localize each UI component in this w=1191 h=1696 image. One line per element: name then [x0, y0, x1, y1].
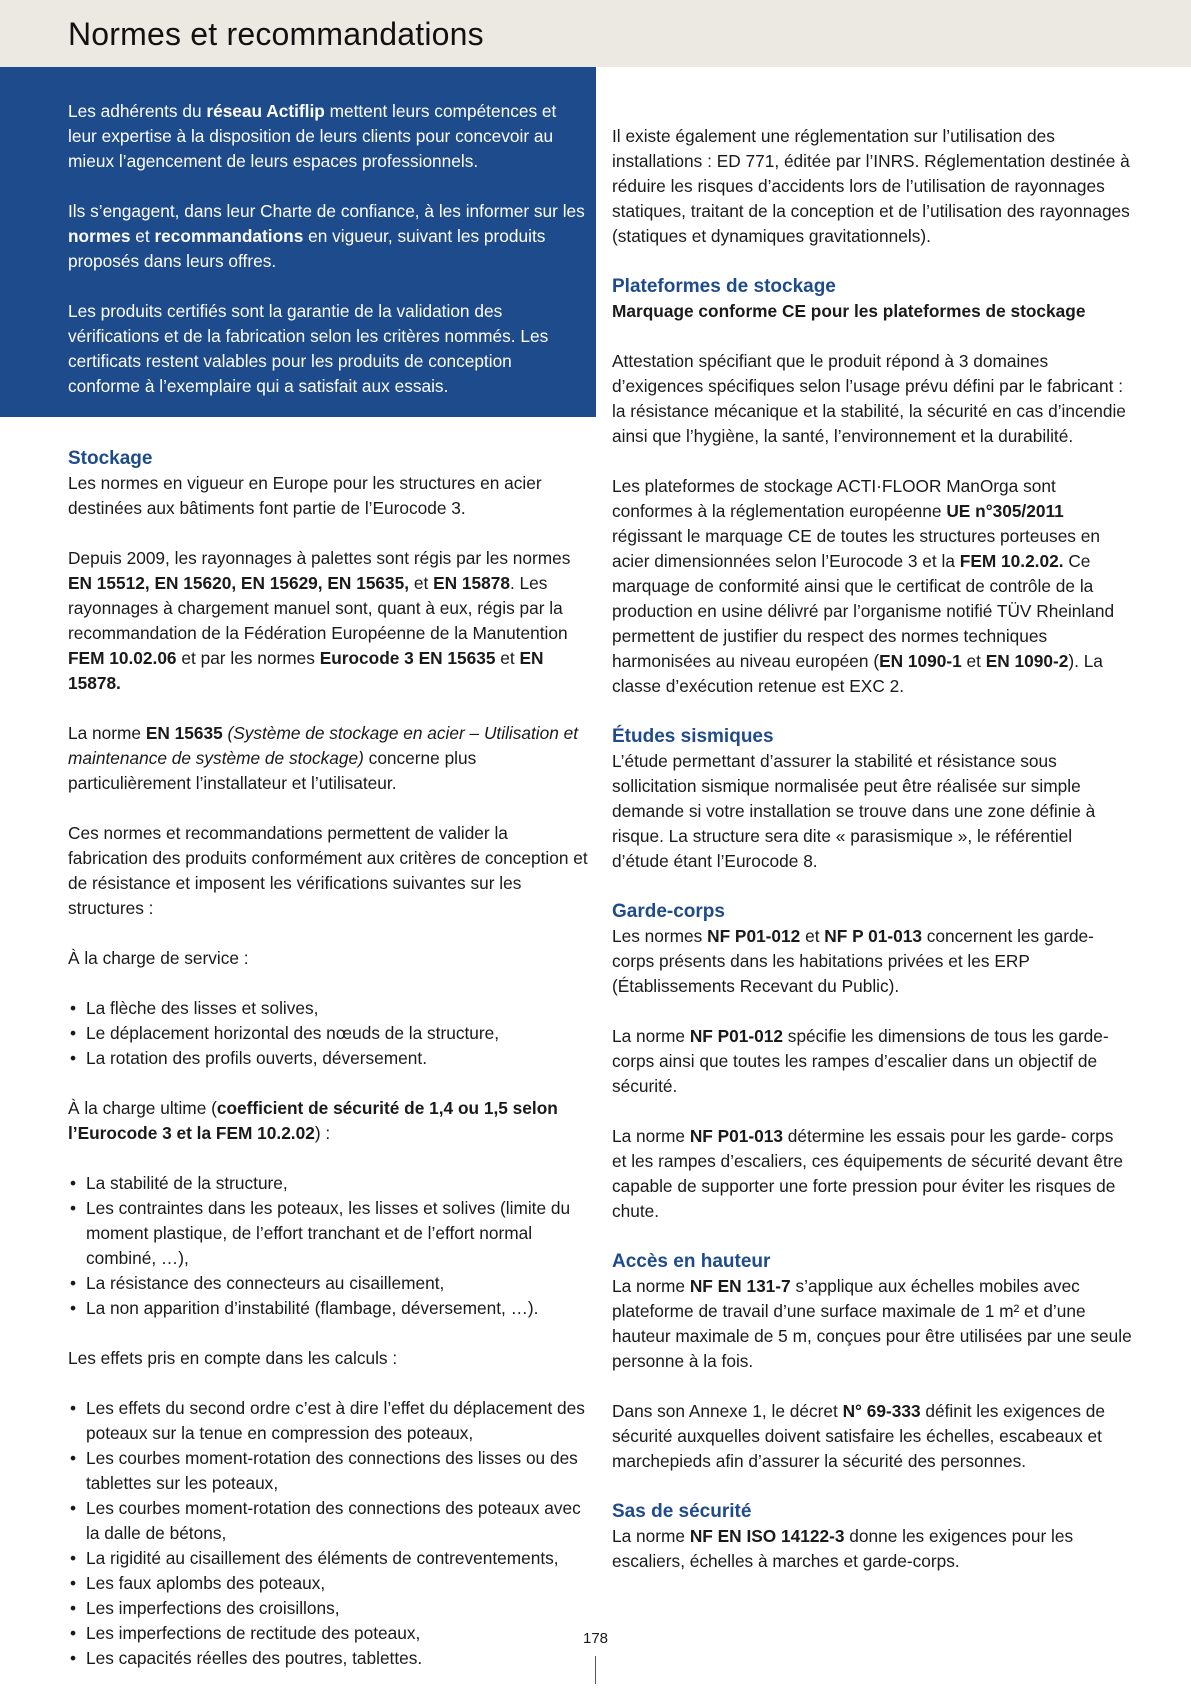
- charge-service-list: [68, 996, 588, 1071]
- gardecorps-paragraph-2: La norme NF P01-012 spécifie les dimensions de tous les garde-corps ainsi que toutes les rampes d’escalier dans un objectif de sécurité.: [612, 1026, 1109, 1096]
- section-heading-sas: Sas de sécurité: [612, 1501, 752, 1522]
- intro-box: [0, 67, 596, 417]
- stockage-paragraph-3: La norme EN 15635 (Système de stockage en acier – Utilisation et maintenance de système de stockage) concerne plus particulièrement l’installateur et l’utilisateur.: [68, 723, 579, 793]
- page-divider-tick: [595, 1656, 596, 1684]
- charge-ultime-list: [68, 1171, 588, 1321]
- effets-title: Les effets pris en compte dans les calculs :: [68, 1348, 398, 1368]
- stockage-paragraph-1: Les normes en vigueur en Europe pour les structures en acier destinées aux bâtiments font partie de l’Eurocode 3.: [68, 473, 542, 518]
- gardecorps-paragraph-3: La norme NF P01-013 détermine les essais pour les garde- corps et les rampes d’escaliers, ces équipements de sécurité devant être capable de supporter une forte pression pour éviter les risques de chute.: [612, 1126, 1124, 1221]
- list-item: • Les imperfections de rectitude des poteaux,: [68, 1621, 588, 1646]
- left-column: [68, 446, 588, 1696]
- list-item: • La rigidité au cisaillement des éléments de contreventements,: [68, 1546, 588, 1571]
- list-item: • Les courbes moment-rotation des connections des lisses ou des tablettes sur les poteaux,: [68, 1446, 588, 1496]
- list-item: • La stabilité de la structure,: [68, 1171, 588, 1196]
- section-heading-gardecorps: Garde-corps: [612, 901, 725, 922]
- intro-paragraph-1: Les adhérents du réseau Actiflip mettent leurs compétences et leur expertise à la disposition de leurs clients pour concevoir au mieux l’agencement de leurs espaces professionnels.: [68, 101, 557, 171]
- plateformes-paragraph-1: Attestation spécifiant que le produit répond à 3 domaines d’exigences spécifiques selon l’usage prévu défini par le fabricant : la résistance mécanique et la stabilité, la sécurité en cas d’incendie ainsi que l’hygiène, la santé, l’environnement et la durabilité.: [612, 351, 1126, 446]
- list-item: • Le déplacement horizontal des nœuds de la structure,: [68, 1021, 588, 1046]
- section-heading-sismiques: Études sismiques: [612, 726, 774, 747]
- stockage-paragraph-2: Depuis 2009, les rayonnages à palettes sont régis par les normes EN 15512, EN 15620, EN 15629, EN 15635, et EN 15878. Les rayonnages à chargement manuel sont, quant à eux, régis par la recommandation de la Fédération Européenne de la Manutention FEM 10.02.06 et par les normes Eurocode 3 EN 15635 et EN 15878.: [68, 548, 571, 693]
- list-item: • Les effets du second ordre c’est à dire l’effet du déplacement des poteaux sur la tenue en compression des poteaux,: [68, 1396, 588, 1446]
- list-item: • La rotation des profils ouverts, déversement.: [68, 1046, 588, 1071]
- list-item: • La non apparition d’instabilité (flambage, déversement, …).: [68, 1296, 588, 1321]
- charge-service-title: À la charge de service :: [68, 948, 249, 968]
- gardecorps-paragraph-1: Les normes NF P01-012 et NF P 01-013 concernent les garde-corps présents dans les habitations privées et les ERP (Établissements Recevant du Public).: [612, 926, 1094, 996]
- page-title: Normes et recommandations: [68, 16, 484, 52]
- list-item: • Les contraintes dans les poteaux, les lisses et solives (limite du moment plastique, de l’effort tranchant et de l’effort normal combiné, …),: [68, 1196, 588, 1271]
- ed771-paragraph: Il existe également une réglementation sur l’utilisation des installations : ED 771, éditée par l’INRS. Réglementation destinée à réduire les risques d’accidents lors de l’utilisation de rayonnages statiques, traitant de la conception et de l’utilisation des rayonnages (statiques et dynamiques gravitationnels).: [612, 126, 1130, 246]
- sismiques-paragraph: L’étude permettant d’assurer la stabilité et résistance sous sollicitation sismique normalisée peut être réalisée sur simple demande si votre installation se trouve dans une zone définie à risque. La structure sera dite « parasismique », le référentiel d’étude étant l’Eurocode 8.: [612, 751, 1096, 871]
- list-item: • La flèche des lisses et solives,: [68, 996, 588, 1021]
- plateformes-paragraph-2: Les plateformes de stockage ACTI·FLOOR ManOrga sont conformes à la réglementation européenne UE n°305/2011 régissant le marquage CE de toutes les structures porteuses en acier dimensionnées selon l’Eurocode 3 et la FEM 10.2.02. Ce marquage de conformité ainsi que le certificat de contrôle de la production en usine délivré par l’organisme notifié TÜV Rheinland permettent de justifier du respect des normes techniques harmonisées au niveau européen (EN 1090-1 et EN 1090-2). La classe d’exécution retenue est EXC 2.: [612, 476, 1115, 696]
- list-item: • Les faux aplombs des poteaux,: [68, 1571, 588, 1596]
- right-column: [612, 124, 1132, 1599]
- acces-paragraph-1: La norme NF EN 131-7 s’applique aux échelles mobiles avec plateforme de travail d’une surface maximale de 1 m² et d’une hauteur maximale de 5 m, conçues pour être utilisées par une seule personne à la fois.: [612, 1276, 1132, 1371]
- sas-paragraph: La norme NF EN ISO 14122-3 donne les exigences pour les escaliers, échelles à marches et garde-corps.: [612, 1526, 1074, 1571]
- intro-paragraph-3: Les produits certifiés sont la garantie de la validation des vérifications et de la fabrication selon les critères nommés. Les certificats restent valables pour les produits de conception conforme à l’exemplaire qui a satisfait aux essais.: [68, 301, 549, 396]
- list-item: • Les imperfections des croisillons,: [68, 1596, 588, 1621]
- intro-paragraph-2: Ils s’engagent, dans leur Charte de confiance, à les informer sur les normes et recommandations en vigueur, suivant les produits proposés dans leurs offres.: [68, 201, 585, 271]
- section-heading-plateformes: Plateformes de stockage: [612, 276, 836, 297]
- page-number: 178: [582, 1630, 609, 1647]
- stockage-paragraph-4: Ces normes et recommandations permettent de valider la fabrication des produits conformément aux critères de conception et de résistance et imposent les vérifications suivantes sur les structures :: [68, 823, 588, 918]
- section-heading-stockage: Stockage: [68, 448, 153, 469]
- list-item: • Les capacités réelles des poutres, tablettes.: [68, 1646, 588, 1671]
- plateformes-subheading: Marquage conforme CE pour les plateformes de stockage: [612, 301, 1086, 321]
- charge-ultime-title: À la charge ultime (coefficient de sécurité de 1,4 ou 1,5 selon l’Eurocode 3 et la FEM 10.2.02) :: [68, 1098, 558, 1143]
- page-header: [0, 0, 1191, 67]
- list-item: • Les courbes moment-rotation des connections des poteaux avec la dalle de bétons,: [68, 1496, 588, 1546]
- section-heading-acces: Accès en hauteur: [612, 1251, 771, 1272]
- list-item: • La résistance des connecteurs au cisaillement,: [68, 1271, 588, 1296]
- acces-paragraph-2: Dans son Annexe 1, le décret N° 69-333 définit les exigences de sécurité auxquelles doivent satisfaire les échelles, escabeaux et marchepieds afin d’assurer la sécurité des personnes.: [612, 1401, 1106, 1471]
